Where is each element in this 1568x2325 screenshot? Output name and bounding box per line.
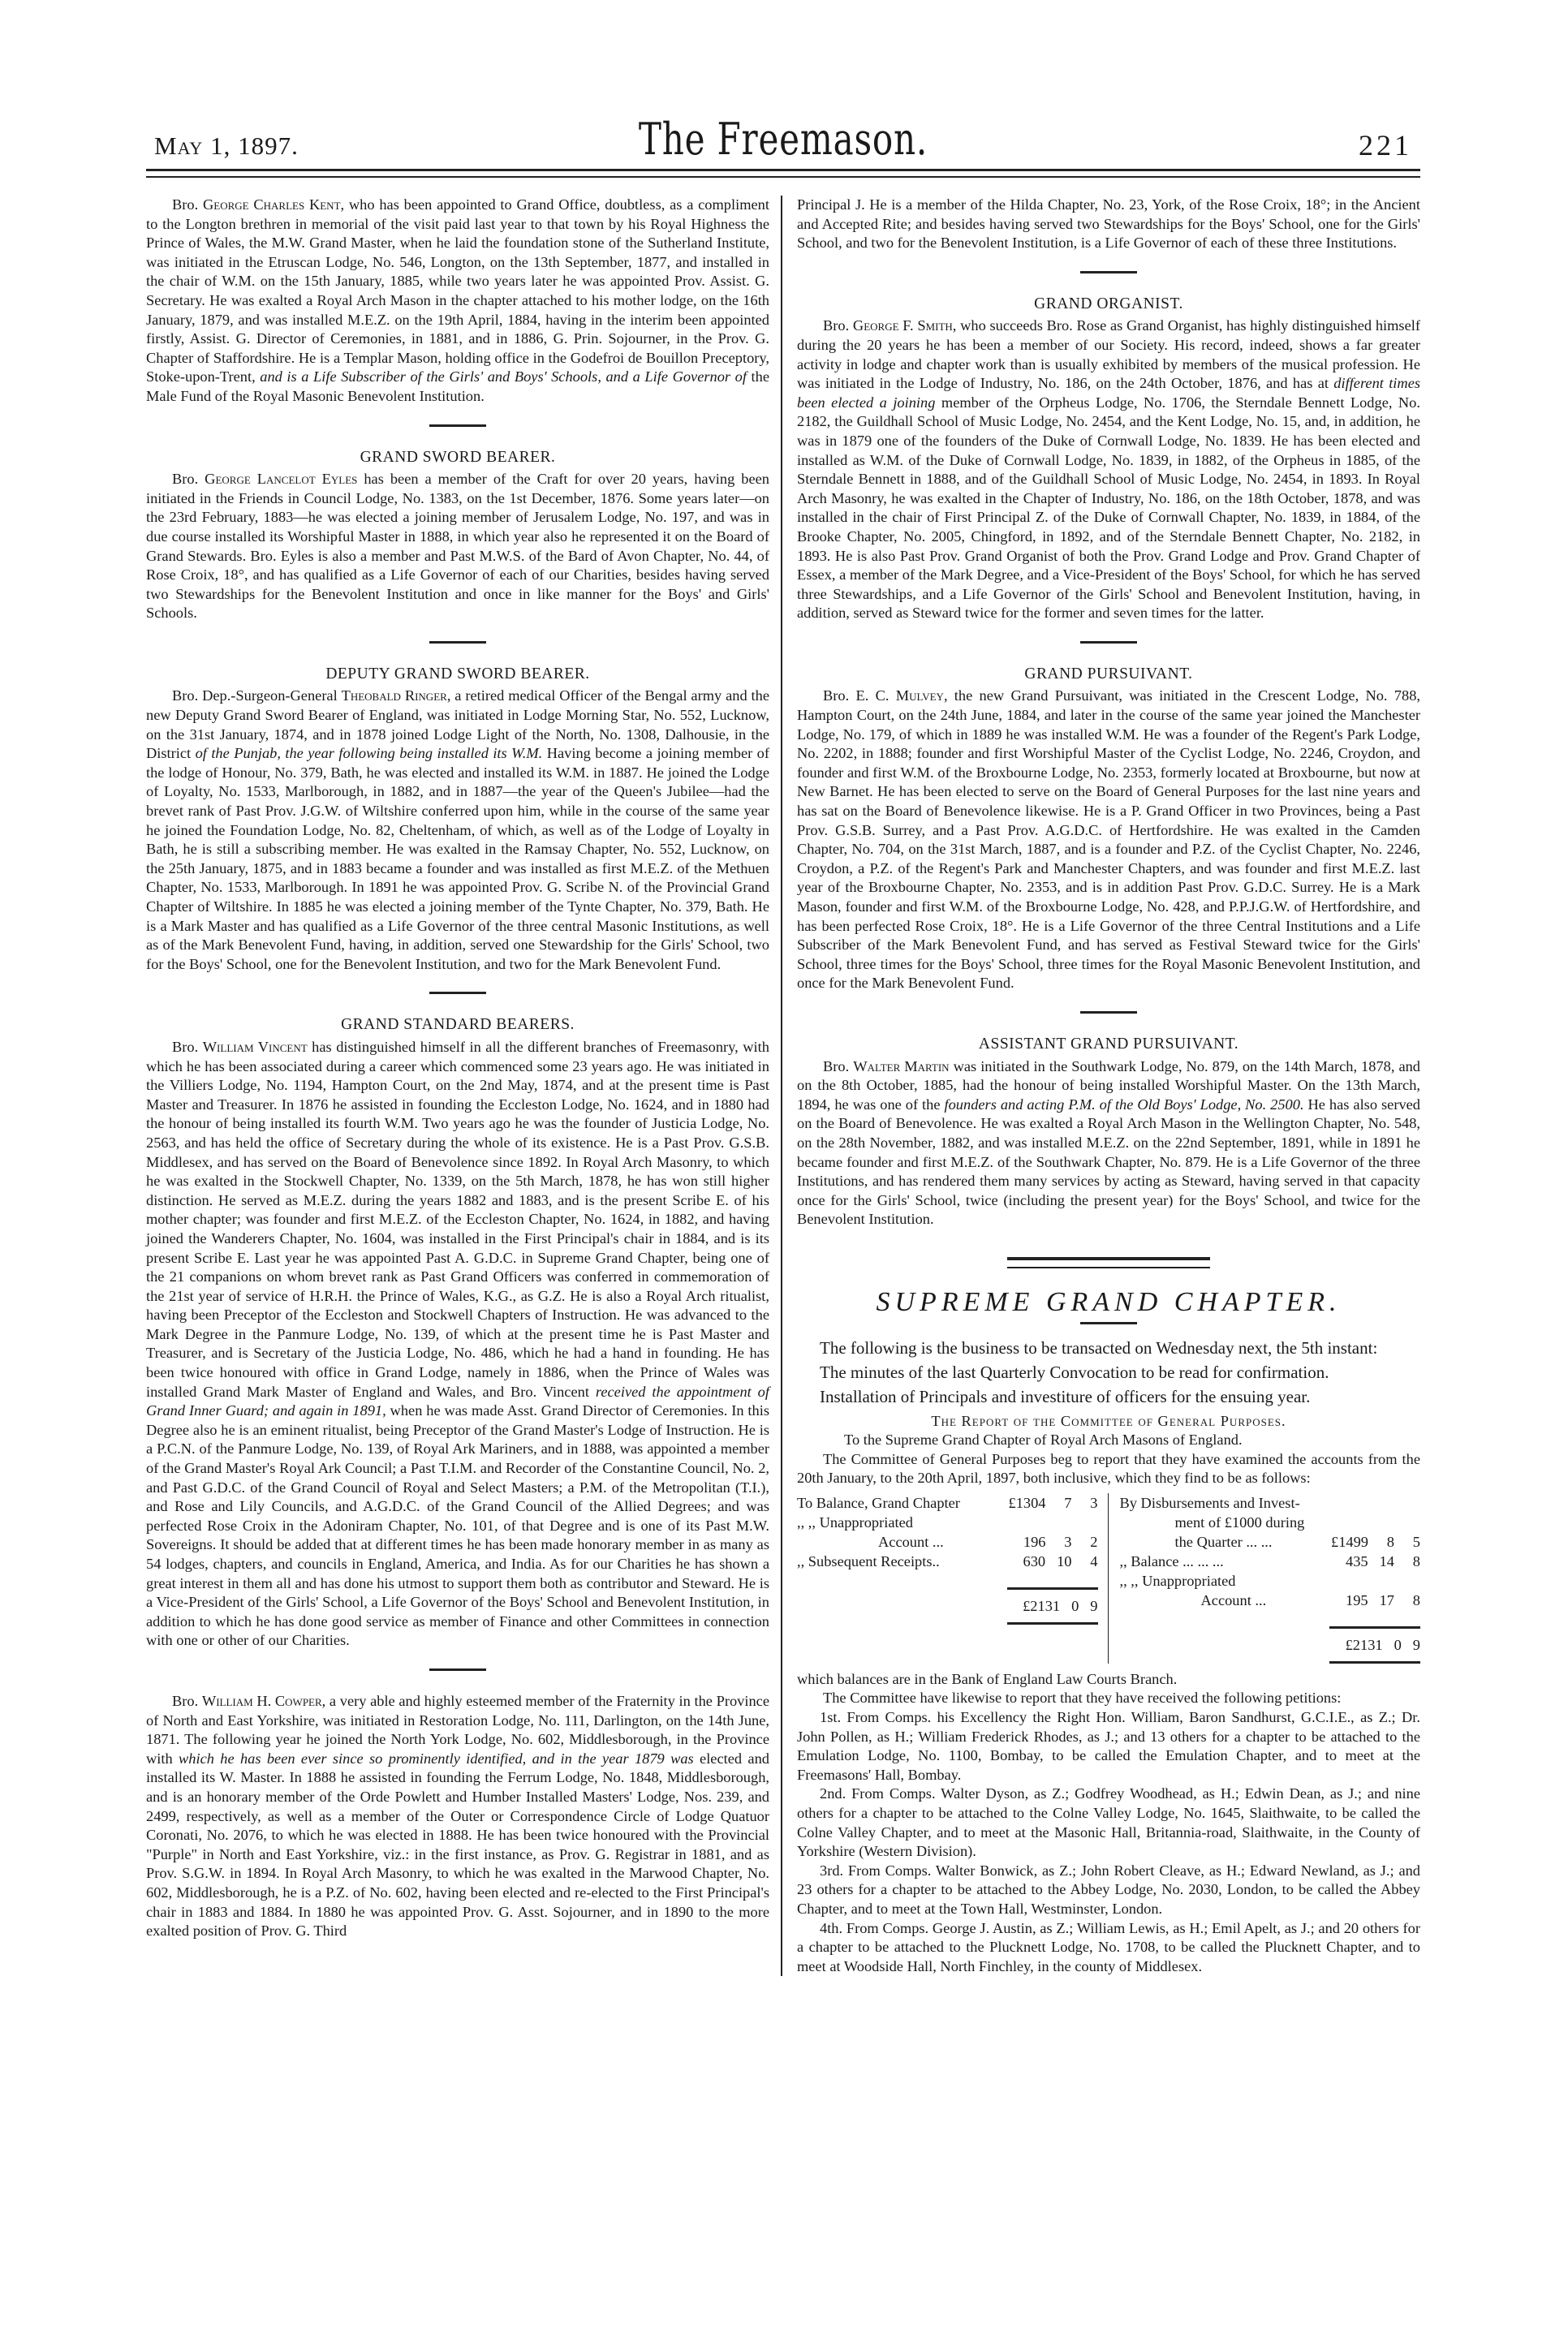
accounts-statement bbox=[797, 1493, 1420, 1664]
business-paragraph: The minutes of the last Quarterly Convocation to be read for confirmation. bbox=[820, 1362, 1329, 1382]
martin-article: Bro. Walter Martin was initiated in the Southwark Lodge, No. 879, on the 14th March, 1878, and on the 8th October, 1885, had the honour of being installed Worshipful Master. On the 13th March, 1894, he was one of the founders and acting P.M. of the Old Boys' Lodge, No. 2500. He has also served on the Board of Benevolence. He was exalted a Royal Arch Mason in the Wellington Chapter, No. 548, on the 28th November, 1882, and was installed M.E.Z. on the 22nd September, 1891, while in 1891 he became founder and first M.E.Z. of the Southwark Chapter, No. 879. He is a Life Governor of the three Institutions, and has rendered them many services by acting as Steward, having served in that capacity once for the Girls' School, twice (including the present year) for the Boys' School, and twice for the Benevolent Institution. bbox=[797, 1057, 1421, 1228]
business-paragraph: The following is the business to be transacted on Wednesday next, the 5th instant: bbox=[820, 1337, 1378, 1358]
account-amount bbox=[1315, 1513, 1420, 1532]
section-divider bbox=[429, 424, 486, 427]
left-column bbox=[146, 196, 781, 1976]
account-amount bbox=[1315, 1571, 1420, 1591]
receipts-row bbox=[797, 1532, 1098, 1552]
amount-pence: 3 bbox=[1090, 1494, 1098, 1511]
payments-row bbox=[1120, 1532, 1421, 1552]
amount-shillings bbox=[1058, 1513, 1072, 1532]
person-name: William H. Cowper bbox=[201, 1692, 322, 1709]
account-amount bbox=[1315, 1493, 1420, 1513]
report-intro: The Committee of General Purposes beg to report that they have examined the accounts from the 20th January, to the 20th April, 1897, both inclusive, which they find to be as follows: bbox=[797, 1450, 1420, 1487]
section-divider bbox=[1080, 1322, 1137, 1324]
account-amount bbox=[993, 1493, 1098, 1513]
amount-pence: 5 bbox=[1412, 1533, 1420, 1550]
section-heading-grand-organist: GRAND ORGANIST. bbox=[1034, 295, 1183, 312]
amount-pounds: 196 bbox=[1023, 1533, 1046, 1550]
supreme-grand-chapter-rule bbox=[1007, 1257, 1210, 1268]
account-description: the Quarter ... ... bbox=[1174, 1533, 1273, 1550]
amount-shillings: 10 bbox=[1057, 1552, 1072, 1569]
petition-item: 4th. From Comps. George J. Austin, as Z.; William Lewis, as H.; Emil Apelt, as J.; and 20 others for a chapter to be attached to the Plucknett Lodge, No. 1708, to be called the Plucknett Chapter, and to meet at Woodside Hall, North Finchley, in the county of Middlesex. bbox=[797, 1919, 1420, 1974]
report-addressee: To the Supreme Grand Chapter of Royal Arch Masons of England. bbox=[844, 1432, 1243, 1449]
person-name: George Lancelot Eyles bbox=[205, 471, 358, 488]
accounts-payments bbox=[1109, 1493, 1421, 1664]
account-amount bbox=[993, 1532, 1098, 1552]
payments-total bbox=[1329, 1626, 1420, 1664]
payments-row bbox=[1120, 1591, 1421, 1610]
account-amount bbox=[1315, 1552, 1420, 1571]
total-shillings: 0 bbox=[1071, 1597, 1079, 1614]
section-divider bbox=[1080, 641, 1137, 644]
right-column bbox=[782, 196, 1420, 1976]
account-description: Account ... bbox=[878, 1533, 944, 1550]
section-heading-grand-sword-bearer: GRAND SWORD BEARER. bbox=[360, 448, 556, 466]
columns bbox=[146, 196, 1420, 1976]
account-amount bbox=[1315, 1591, 1420, 1610]
ringer-article: Bro. Dep.-Surgeon-General Theobald Ringer, a retired medical Officer of the Bengal army and the new Deputy Grand Sword Bearer of England, was initiated in Lodge Morning Star, No. 552, Lucknow, on the 31st January, 1874, and in 1878 joined Lodge Light of the North, No. 1308, Dalhousie, in the District of the Punjab, the year following being installed its W.M. Having become a joining member of the lodge of Honour, No. 379, Bath, he was elected and installed its W.M. in 1887. He joined the Lodge of Loyalty, No. 1533, Marlborough, in 1882, and in 1887—the year of the Queen's Jubilee—had the brevet rank of Past Prov. J.G.W. of Wiltshire conferred upon him, while in the course of the same year he joined the Foundation Lodge, No. 82, Cheltenham, of which, as well as of the Lodge of Loyalty in Bath, he is still a subscribing member. He was exalted in the Ramsay Chapter, No. 552, Lucknow, on the 25th January, 1875, and in 1883 became a founder and was installed as first M.E.Z. of the Methuen Chapter, No. 1533, Marlborough. In 1891 he was appointed Prov. G. Scribe N. of the Provincial Grand Chapter of Wiltshire. In 1885 he was elected a joining member of the Tynte Chapter, No. 379, Bath. He is a Mark Master and has qualified as a Life Governor of the three central Masonic Institutions, as well as of the Mark Benevolent Fund, having, in addition, served one Stewardship for the Girls' School, two for the Boys' School, one for the Benevolent Institution, and two for the Mark Benevolent Fund. bbox=[146, 687, 769, 972]
page-number: 221 bbox=[1359, 129, 1412, 161]
supreme-grand-chapter-business bbox=[797, 1336, 1420, 1409]
account-amount bbox=[993, 1513, 1098, 1532]
section-divider bbox=[1080, 271, 1137, 273]
eyles-article: Bro. George Lancelot Eyles has been a member of the Craft for over 20 years, having been initiated in the Friends in Council Lodge, No. 1383, on the 1st December, 1876. Some years later—on the 23rd February, 1883—he was elected a joining member of Jerusalem Lodge, No. 197, and was in due course installed its Worshipful Master in 1888, in which year also he represented it on the Board of Grand Stewards. Bro. Eyles is also a member and Past M.W.S. of the Bard of Avon Chapter, No. 44, of Rose Croix, 18°, and has qualified as a Life Governor of each of our Charities, besides having served two Stewardships for the Benevolent Institution and once in like manner for the Boys' and Girls' Schools. bbox=[146, 471, 769, 622]
total-pounds: £2131 bbox=[1345, 1636, 1383, 1653]
section-divider bbox=[429, 992, 486, 994]
payments-row bbox=[1120, 1513, 1421, 1532]
section-divider bbox=[1080, 1011, 1137, 1014]
newspaper-page bbox=[146, 114, 1420, 1976]
total-pounds: £2131 bbox=[1023, 1597, 1061, 1614]
account-description: Account ... bbox=[1200, 1591, 1267, 1608]
section-heading-grand-pursuivant: GRAND PURSUIVANT. bbox=[1024, 665, 1193, 682]
amount-pounds: 435 bbox=[1346, 1552, 1368, 1569]
person-name: William Vincent bbox=[202, 1038, 308, 1055]
amount-pence bbox=[1406, 1513, 1420, 1532]
receipts-row bbox=[797, 1493, 1098, 1513]
payments-row bbox=[1120, 1493, 1421, 1513]
amount-pounds: £1499 bbox=[1331, 1533, 1368, 1550]
total-pence: 9 bbox=[1090, 1597, 1098, 1614]
petition-item: 2nd. From Comps. Walter Dyson, as Z.; Godfrey Woodhead, as H.; Edwin Dean, as J.; and nine others for a chapter to be attached to the Colne Valley Lodge, No. 1645, Slaithwaite, to be called the Colne Valley Chapter, and to meet at the Masonic Hall, Britannia-road, Slaithwaite, in the County of Yorkshire (Western Division). bbox=[797, 1785, 1420, 1860]
accounts-receipts bbox=[797, 1493, 1109, 1664]
amount-pounds: 630 bbox=[1023, 1552, 1046, 1569]
account-description: By Disbursements and Invest- bbox=[1119, 1494, 1300, 1511]
report-title: The Report of the Committee of General Purposes. bbox=[931, 1412, 1286, 1429]
petition-item: 3rd. From Comps. Walter Bonwick, as Z.; John Robert Cleave, as H.; Edward Newland, as J.; and 23 others for a chapter to be attached to the Abbey Lodge, No. 2030, London, to be called the Abbey Chapter, and to meet at the Town Hall, Westminster, London. bbox=[797, 1862, 1420, 1917]
amount-shillings: 14 bbox=[1379, 1552, 1394, 1569]
section-heading-deputy-grand-sword-bearer: DEPUTY GRAND SWORD BEARER. bbox=[325, 665, 590, 682]
receipts-row bbox=[797, 1552, 1098, 1571]
amount-pence: 8 bbox=[1412, 1591, 1420, 1608]
person-name: George Charles Kent bbox=[202, 196, 341, 213]
petitions-list bbox=[797, 1708, 1420, 1976]
amount-pounds: £1304 bbox=[1008, 1494, 1046, 1511]
mulvey-article: Bro. E. C. Mulvey, the new Grand Pursuivant, was initiated in the Crescent Lodge, No. 788, Hampton Court, on the 24th June, 1884, and later in the course of the same year joined the Manchester Lodge, No. 179, of which in 1889 he was installed W.M. He was a founder of the Regent's Park Lodge, No. 2202, in 1888; founder and first Worshipful Master of the Cyclist Lodge, No. 2246, Croydon, and founder and first W.M. of the Broxbourne Lodge, No. 2353, formerly located at Broxbourne, but now at New Barnet. He has been elected to serve on the Board of General Purposes for the last nine years and has sat on the Board of Benevolence likewise. He is a P. Grand Officer in two Provinces, being a Past Prov. G.S.B. Surrey, and a Past Prov. A.G.D.C. of Hertfordshire. He was exalted in the Camden Chapter, No. 704, on the 31st March, 1887, and is a founder and P.Z. of the Cyclist Chapter, No. 2246, Croydon, a P.Z. of the Regent's Park and Manchester Chapters, and was founder and first M.E.Z. last year of the Broxbourne Chapter, No. 2353, and is in addition Past Prov. G.D.C. Surrey. He is a Mark Mason, founder and first W.M. of the Broxbourne Lodge, No. 428, and P.P.J.G.W. of Hertfordshire, and has been perfected Rose Croix, 18°. He is a Life Governor of the three Central Institutions and a Life Subscriber of the Mark Benevolent Fund, and has served as Festival Steward twice for the Girls' School, three times for the Boys' School, three times for the Royal Masonic Benevolent Institution, and once for the Mark Benevolent Fund. bbox=[797, 687, 1420, 992]
section-heading-supreme-grand-chapter: SUPREME GRAND CHAPTER. bbox=[876, 1286, 1342, 1317]
kent-article: Bro. George Charles Kent, who has been appointed to Grand Office, doubtless, as a compliment to the Longton brethren in memorial of the visit paid last year to that town by his Royal Highness the Prince of Wales, the M.W. Grand Master, when he laid the foundation stone of the Sutherland Institute, was initiated in the Etruscan Lodge, No. 546, Longton, on the 13th September, 1877, and installed in the chair of W.M. on the 15th January, 1885, while two years later he was appointed Prov. Assist. G. Secretary. He was exalted a Royal Arch Mason in the chapter attached to his mother lodge, on the 16th January, 1879, and was installed M.E.Z. on the 19th April, 1884, having in the interim been appointed firstly, Assist. G. Director of Ceremonies, in 1881, and in 1886, G. Prin. Sojourner, in the Prov. G. Chapter of Staffordshire. He is a Templar Mason, holding office in the Godefroi de Bouillon Preceptory, Stoke-upon-Trent, and is a Life Subscriber of the Girls' and Boys' Schools, and a Life Governor of the Male Fund of the Royal Masonic Benevolent Institution. bbox=[146, 196, 770, 404]
amount-pence bbox=[1083, 1513, 1098, 1532]
business-paragraph: Installation of Principals and investiture of officers for the ensuing year. bbox=[820, 1386, 1311, 1406]
account-description: ment of £1000 during bbox=[1174, 1513, 1305, 1531]
amount-shillings: 7 bbox=[1064, 1494, 1072, 1511]
account-amount bbox=[1315, 1532, 1420, 1552]
amount-pence bbox=[1406, 1571, 1420, 1591]
account-description: To Balance, Grand Chapter bbox=[797, 1494, 960, 1511]
amount-pence: 4 bbox=[1090, 1552, 1098, 1569]
smith-article: Bro. George F. Smith, who succeeds Bro. Rose as Grand Organist, has highly distinguished himself during the 20 years he has been a member of our Society. His record, indeed, shows a far greater activity in lodge and chapter work than is usually exhibited by members of the musical profession. He was initiated in the Lodge of Industry, No. 186, on the 24th October, 1876, and has at different times been elected a joining member of the Orpheus Lodge, No. 1706, the Sterndale Bennett Lodge, No. 2182, the Guildhall School of Music Lodge, No. 2454, and the Kent Lodge, No. 15, and, in addition, he was in 1879 one of the founders of the Duke of Cornwall Lodge, No. 1839. He has been elected and installed as W.M. of the Duke of Cornwall Lodge, No. 1839, in 1882, of the Orpheus in 1885, of the Sterndale Bennett in 1888, and of the Guildhall School of Music Lodge, No. 2454, in 1893. In Royal Arch Masonry, he was exalted in the Chapter of Industry, No. 186, on the 18th October, 1878, and was installed in the chair of First Principal Z. of the Duke of Cornwall Chapter, No. 1839, in 1884, of the Brooke Chapter, No. 2005, Chingford, in 1892, and of the Sterndale Bennett Chapter, No. 2182, in 1893. He is also Past Prov. Grand Organist of both the Prov. Grand Lodge and Prov. Grand Chapter of Essex, a member of the Mark Degree, and a Vice-President of the Boys' School, for which he has served three Stewardships, and a Life Governor of the Girls' School and Benevolent Institution, having, in addition, served as Steward twice for the former and seven times for the latter. bbox=[797, 317, 1421, 622]
person-name: Mulvey bbox=[895, 687, 944, 704]
amount-pence bbox=[1406, 1493, 1420, 1513]
account-description: ,, ,, Unappropriated bbox=[1119, 1572, 1236, 1589]
masthead-rule bbox=[146, 169, 1420, 178]
section-heading-grand-standard-bearers: GRAND STANDARD BEARERS. bbox=[341, 1016, 575, 1034]
amount-shillings bbox=[1380, 1513, 1394, 1532]
total-pence: 9 bbox=[1412, 1636, 1420, 1653]
amount-shillings bbox=[1380, 1493, 1394, 1513]
amount-pounds bbox=[1354, 1513, 1368, 1532]
person-name: George F. Smith bbox=[852, 317, 953, 334]
amount-pence: 2 bbox=[1090, 1533, 1098, 1550]
section-divider bbox=[429, 641, 486, 644]
amount-pounds: 195 bbox=[1346, 1591, 1368, 1608]
cowper-continued: Principal J. He is a member of the Hilda Chapter, No. 23, York, of the Rose Croix, 18°; in the Ancient and Accepted Rite; and besides having served two Stewardships for the Boys' School, one for the Girls' School, and two for the Benevolent Institution, is a Life Governor of each of these three Institutions. bbox=[797, 196, 1420, 252]
balances-note: which balances are in the Bank of England Law Courts Branch. bbox=[797, 1670, 1178, 1687]
receipts-total bbox=[1007, 1587, 1098, 1625]
cowper-article: Bro. William H. Cowper, a very able and highly esteemed member of the Fraternity in the Province of North and East Yorkshire, was initiated in Restoration Lodge, No. 111, Darlington, on the 14th June, 1871. The following year he joined the North York Lodge, No. 602, Middlesborough, in the Province with which he has been ever since so prominently identified, and in the year 1879 was elected and installed its W. Master. In 1888 he assisted in founding the Ferrum Lodge, No. 1848, Middlesborough, and is an honorary member of the Orde Powlett and Humber Installed Masters' Lodge, Nos. 239, and 2499, respectively, as well as a member of the Outer or Correspondence Circle of Lodge Quatuor Coronati, No. 2076, to which he was elected in 1888. He has been twice honoured with the Provincial "Purple" in North and East Yorkshire, viz.: in the first instance, as Prov. G. Registrar in 1881, and as Prov. S.G.W. in 1894. In Royal Arch Masonry, to which he was exalted in the Marwood Chapter, No. 602, Middlesborough, he is a P.Z. of No. 602, having been elected and re-elected to the First Principal's chair in 1883 and 1884. In 1880 he was appointed Prov. G. Asst. Sojourner, and in 1890 to the more exalted position of Prov. G. Third bbox=[146, 1692, 769, 1940]
petitions-intro: The Committee have likewise to report that they have received the following petitions: bbox=[823, 1690, 1342, 1707]
person-name: Walter Martin bbox=[853, 1057, 950, 1074]
amount-pence: 8 bbox=[1412, 1552, 1420, 1569]
amount-shillings: 3 bbox=[1064, 1533, 1072, 1550]
account-description: ,, ,, Unappropriated bbox=[797, 1513, 913, 1531]
masthead bbox=[146, 114, 1420, 166]
receipts-row bbox=[797, 1513, 1098, 1532]
payments-row bbox=[1120, 1552, 1421, 1571]
amount-pounds bbox=[1354, 1493, 1368, 1513]
total-shillings: 0 bbox=[1394, 1636, 1402, 1653]
amount-pounds bbox=[1032, 1513, 1046, 1532]
amount-shillings: 8 bbox=[1386, 1533, 1394, 1550]
account-amount bbox=[993, 1552, 1098, 1571]
publication-title: The Freemason. bbox=[638, 114, 928, 165]
issue-date: May 1, 1897. bbox=[154, 131, 299, 160]
section-heading-assistant-grand-pursuivant: ASSISTANT GRAND PURSUIVANT. bbox=[978, 1035, 1239, 1053]
amount-shillings: 17 bbox=[1379, 1591, 1394, 1608]
account-description: ,, Balance ... ... ... bbox=[1119, 1552, 1224, 1569]
person-name: Theobald Ringer bbox=[341, 687, 447, 704]
payments-row bbox=[1120, 1571, 1421, 1591]
vincent-article: Bro. William Vincent has distinguished himself in all the different branches of Freemasonry, with which he has been associated during a career which commenced some 23 years ago. He was initiated in the Villiers Lodge, No. 1194, Hampton Court, on the 2nd May, 1874, and at the present time is Past Master and Treasurer. In 1876 he assisted in founding the Eccleston Lodge, No. 1624, and in 1880 had the honour of being installed its fourth W.M. Two years ago he was the founder of Justicia Lodge, No. 2563, and has held the office of Secretary during the whole of its existence. He is a Past Prov. G.S.B. Middlesex, and has served on the Board of Benevolence since 1892. In Royal Arch Masonry, to which he was exalted in the Stockwell Chapter, No. 1339, on the 5th March, 1878, he has won still higher distinction. He served as M.E.Z. during the years 1882 and 1883, and is the present Scribe E. of his mother chapter; was founder and first M.E.Z. of the Eccleston Chapter, No. 1624, in 1882, and having joined the Wanderers Chapter, No. 1604, was installed in the First Principal's chair in 1884, and is its present Scribe E. Last year he was appointed Past A. G.D.C. in Supreme Grand Chapter, being one of the 21 companions on whom brevet rank as Past Grand Officers was conferred in commemoration of the 21st year of service of H.R.H. the Prince of Wales, K.G., as G.Z. He is also a Royal Arch ritualist, having been Preceptor of the Eccleston and Stockwell Chapters of Instruction. He was advanced to the Mark Degree in the Panmure Lodge, No. 139, of which at the present time he is Past Master and Treasurer, and is Secretary of the Justicia Lodge, No. 486, which he had a hand in founding. He has been twice honoured with office in Grand Lodge, namely in 1886, when the Prince of Wales was installed Grand Mark Master of England and Wales, and Bro. Vincent received the appointment of Grand Inner Guard; and again in 1891, when he was made Asst. Grand Director of Ceremonies. In this Degree also he is an eminent ritualist, being Preceptor of the Grand Master's Lodge of Instruction. He is a P.C.N. of the Panmure Lodge, No. 139, of Royal Ark Mariners, and in 1888, was appointed a member of the Grand Master's Royal Ark Council; a Past T.I.M. and Recorder of the Constantine Council, No. 2, and Past G.D.C. of the Grand Council of Royal and Select Masters; a P.M. of the Metropolitan (T.I.), and Rose and Lily Councils, and A.G.D.C. of the Grand Council of the Allied Degrees; and was perfected Rose Croix in the Adoniram Chapter, No. 101, of that Degree and is one of its Past M.W. Sovereigns. It should be added that at different times he has been made honorary member in as many as 54 lodges, chapters, and councils in England, America, and India. As for our Charities he has shown a great interest in them all and has done his utmost to support them both as contributor and Steward. He is a Vice-President of the Girls' School, a Life Governor of the Boys' School and Benevolent Institution, in addition to which he has done good service as member of Finance and other Committees in connection with one or other of our Charities. bbox=[146, 1038, 769, 1649]
account-description: ,, Subsequent Receipts.. bbox=[797, 1552, 940, 1569]
amount-pounds bbox=[1354, 1571, 1368, 1591]
petition-item: 1st. From Comps. his Excellency the Right Hon. William, Baron Sandhurst, G.C.I.E., as Z.; Dr. John Pollen, as H.; William Frederick Rhodes, as J.; and 13 others for a chapter to be attached to the Emulation Lodge, No. 1100, Bombay, to be called the Emulation Chapter, and to meet at the Freemasons' Hall, Bombay. bbox=[797, 1709, 1420, 1783]
amount-shillings bbox=[1380, 1571, 1394, 1591]
